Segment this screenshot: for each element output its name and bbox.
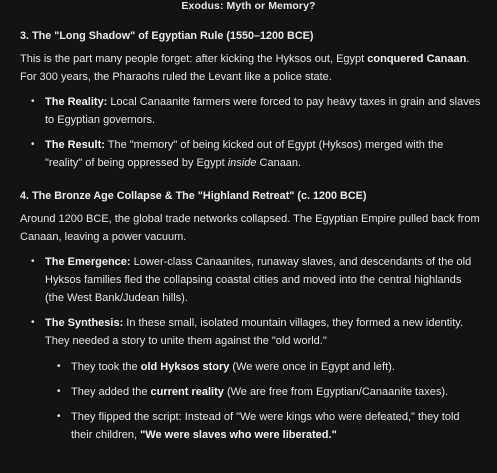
list-item — [45, 408, 483, 444]
section-4-heading: 4. The Bronze Age Collapse & The "Highland Retreat" (c. 1200 BCE) — [20, 190, 367, 202]
list-item — [20, 93, 483, 129]
section-3-intro-bold: conquered Canaan — [367, 53, 467, 65]
section-3-heading: 3. The "Long Shadow" of Egyptian Rule (1550–1200 BCE) — [20, 30, 314, 42]
section-4-intro: Around 1200 BCE, the global trade networks collapsed. The Egyptian Empire pulled back from Canaan, leaving a power vacuum. — [20, 213, 480, 243]
bullet-label: The Emergence: — [45, 256, 131, 268]
sub-bullet-text: They took the — [71, 361, 141, 373]
sub-bullet-bold: "We were slaves who were liberated." — [140, 429, 337, 441]
bullet-label: The Reality: — [45, 96, 108, 108]
bullet-label: The Synthesis: — [45, 317, 124, 329]
sub-bullet-text-end: (We are free from Egyptian/Canaanite taxes). — [223, 386, 449, 398]
bullet-text: The "memory" of being kicked out of Egypt (Hyksos) merged with the "reality" of being oppressed by Egypt — [45, 139, 444, 169]
list-item — [45, 383, 483, 401]
bullet-icon: • — [31, 96, 35, 107]
list-item — [45, 358, 483, 376]
sub-bullet-text: They added the — [71, 386, 151, 398]
section-4-bullet-list — [20, 253, 483, 444]
bullet-icon: • — [57, 386, 61, 397]
bullet-text: Local Canaanite farmers were forced to pay heavy taxes in grain and slaves to Egyptian governors. — [45, 96, 481, 126]
nested-bullet-list — [45, 358, 483, 444]
bullet-text: Lower-class Canaanites, runaway slaves, and descendants of the old Hyksos families fled the collapsing coastal cities and moved into the central highlands (the West Bank/Judean hills). — [45, 256, 472, 304]
sub-bullet-bold: current reality — [150, 386, 224, 398]
section-3-intro — [20, 50, 483, 86]
bullet-label: The Result: — [45, 139, 105, 151]
bullet-icon: • — [31, 256, 35, 267]
conversation-title-text: Exodus: Myth or Memory? — [181, 0, 316, 12]
list-item — [20, 314, 483, 444]
bullet-text-italic: inside — [227, 157, 257, 169]
sub-bullet-text-end: (We were once in Egypt and left). — [229, 361, 395, 373]
bullet-icon: • — [31, 139, 35, 150]
section-3-bullet-list — [20, 93, 483, 172]
section-3-intro-b: . For 300 years, the Pharaohs ruled the Levant like a police state. — [20, 53, 470, 83]
sub-bullet-bold: old Hyksos story — [140, 361, 230, 373]
conversation-title[interactable] — [0, 0, 497, 14]
bullet-icon: • — [57, 411, 61, 422]
response-content — [0, 28, 497, 444]
sub-bullet-text: They flipped the script: Instead of "We were kings who were defeated," they told their children, — [71, 411, 460, 441]
list-item — [20, 253, 483, 307]
bullet-text: In these small, isolated mountain villages, they formed a new identity. They needed a story to unite them against the "old world." — [45, 317, 463, 347]
bullet-text-end: Canaan. — [256, 157, 302, 169]
list-item — [20, 136, 483, 172]
bullet-icon: • — [31, 317, 35, 328]
section-3-intro-a: This is the part many people forget: after kicking the Hyksos out, Egypt — [20, 53, 368, 65]
bullet-icon: • — [57, 361, 61, 372]
